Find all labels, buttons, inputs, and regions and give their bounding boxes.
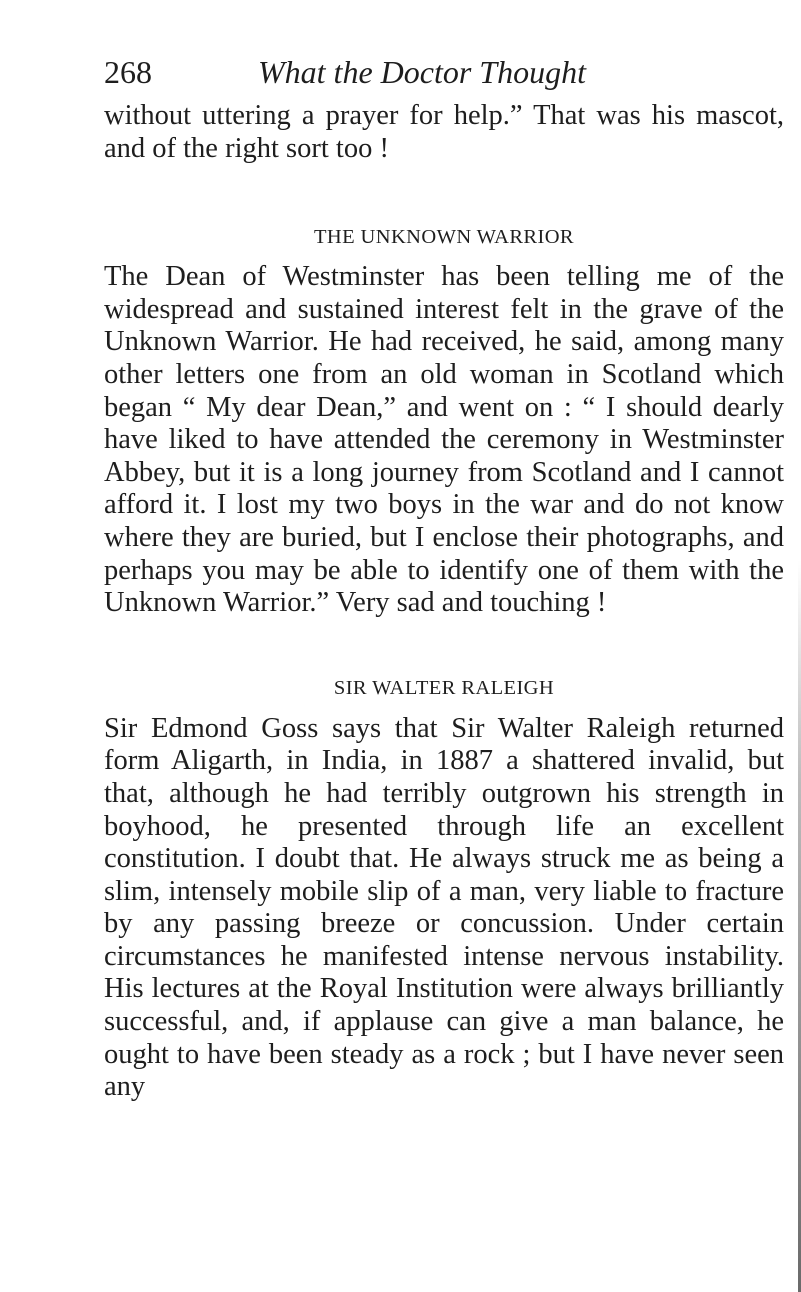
running-head: [104, 52, 624, 92]
paragraph-unknown-warrior: The Dean of Westminster has been telling me of the widespread and sustained interest felt in the grave of the Unknown Warrior. He had received, he said, among many other letters one from an old woman in Scotland which began “ My dear Dean,” and went on : “ I should dearly have liked to have attended the ceremony in Westminster Abbey, but it is a long journey from Scotland and I cannot afford it. I lost my two boys in the war and do not know where they are buried, but I enclose their photographs, and perhaps you may be able to identify one of them with the Unknown Warrior.” Very sad and touching !: [104, 261, 784, 619]
running-title: What the Doctor Thought: [258, 54, 586, 90]
section-heading-unknown-warrior: THE UNKNOWN WARRIOR: [313, 226, 575, 249]
continuation-paragraph: without uttering a prayer for help.” That was his mascot, and of the right sort too !: [104, 100, 784, 164]
paragraph-walter-raleigh: Sir Edmond Goss says that Sir Walter Raleigh returned form Aligarth, in India, in 1887 a shattered invalid, but that, although he had terribly outgrown his strength in boyhood, he presented through life an excellent constitution. I doubt that. He always struck me as being a slim, intensely mobile slip of a man, very liable to fracture by any passing breeze or concussion. Under certain circumstances he manifested intense nervous instability. His lectures at the Royal Institution were always brilliantly successful, and, if applause can give a man balance, he ought to have been steady as a rock ; but I have never seen any: [104, 712, 784, 1103]
page-number: 268: [104, 54, 152, 90]
section-heading-walter-raleigh: SIR WALTER RALEIGH: [333, 676, 555, 699]
page-body: [104, 100, 784, 1104]
